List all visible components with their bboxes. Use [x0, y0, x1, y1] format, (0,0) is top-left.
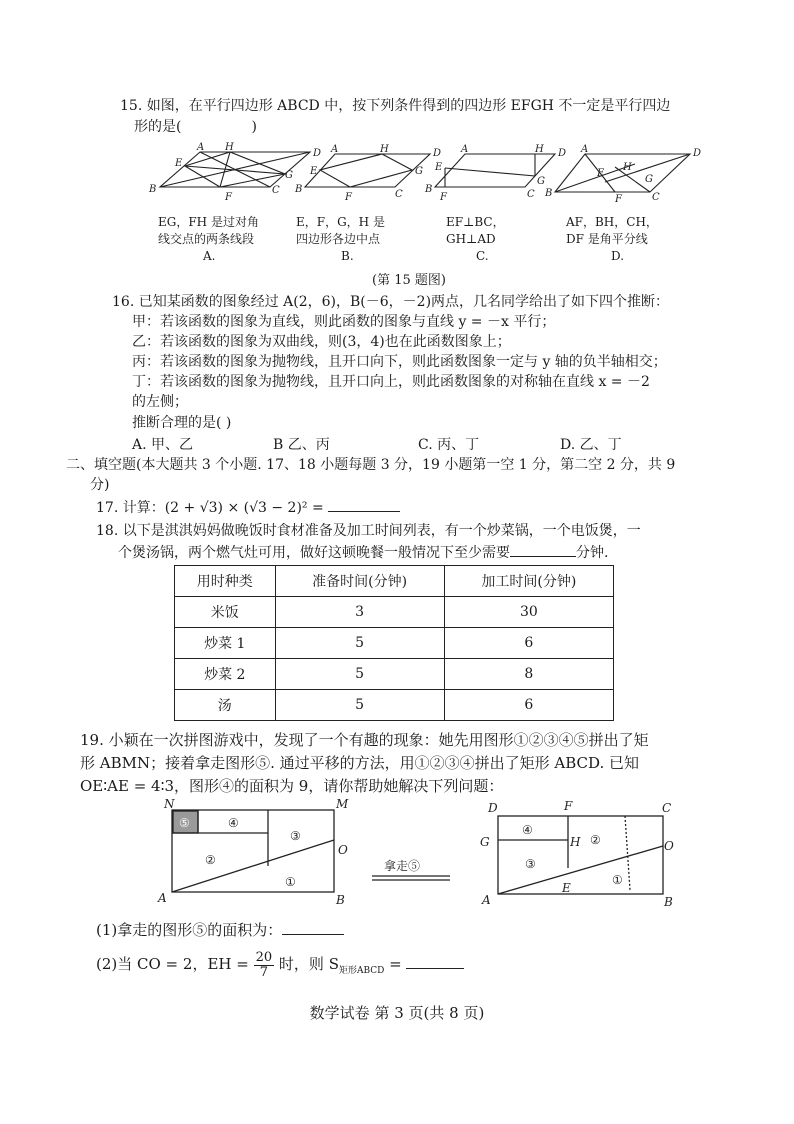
q18-cell: 汤 — [175, 690, 276, 721]
svg-text:D: D — [433, 148, 442, 159]
q15-option-c-line2: GH⊥AD — [446, 232, 496, 246]
q19-sub2 — [96, 950, 464, 985]
q18-line2b: 分钟. — [576, 545, 609, 561]
page-footer: 数学试卷 第 3 页(共 8 页) — [309, 1004, 485, 1022]
q19-sub2-subscript: 矩形ABCD — [338, 966, 385, 976]
q17-answer-blank[interactable] — [328, 499, 400, 512]
svg-text:F: F — [615, 194, 622, 205]
q15-figure-d — [555, 154, 690, 192]
q18-line1: 18. 以下是淇淇妈妈做晚饭时食材准备及加工时间列表，有一个炒菜锅，一个电饭煲，一 — [96, 523, 641, 539]
svg-text:②: ② — [205, 853, 216, 867]
q15-option-a — [158, 214, 259, 265]
svg-text:A: A — [331, 144, 339, 155]
q18-header-prep: 准备时间(分钟) — [275, 566, 444, 597]
svg-text:G: G — [537, 176, 545, 187]
q19-sub1 — [96, 921, 344, 939]
svg-text:B: B — [336, 893, 345, 907]
svg-text:G: G — [415, 166, 423, 177]
q18-cell: 5 — [275, 690, 444, 721]
q15-option-b — [296, 214, 385, 265]
svg-text:⑤: ⑤ — [179, 816, 190, 830]
table-row — [175, 597, 614, 628]
q19-fraction-denominator: 7 — [259, 964, 268, 980]
q15-option-d-line1: AF，BH，CH， — [566, 215, 658, 229]
svg-text:③: ③ — [290, 829, 301, 843]
svg-text:D: D — [488, 801, 498, 815]
q18-table-header — [175, 566, 614, 597]
q18-cell: 8 — [444, 659, 613, 690]
svg-text:A: A — [197, 142, 205, 153]
q17-text: 17. 计算：(2 + √3) × (√3 − 2)² = — [96, 500, 324, 516]
svg-text:D: D — [558, 148, 567, 159]
q15-stem-close: ) — [251, 119, 257, 135]
q16-yi: 乙：若该函数的图象为双曲线，则(3，4)也在此函数图象上； — [132, 334, 511, 350]
q15-figures — [145, 142, 715, 212]
q18-cell: 30 — [444, 597, 613, 628]
q18-cell: 5 — [275, 628, 444, 659]
q19-sub2-b: 时，则 S — [278, 955, 339, 973]
q19-sub2-blank[interactable] — [406, 956, 464, 969]
table-row — [175, 690, 614, 721]
q19-figures — [150, 798, 690, 910]
q15-option-d — [566, 214, 658, 265]
svg-text:F: F — [440, 192, 447, 203]
q15-option-a-line2: 线交点的两条线段 — [158, 232, 255, 246]
svg-text:A: A — [158, 891, 167, 905]
svg-text:F: F — [564, 799, 573, 813]
svg-text:A: A — [461, 144, 469, 155]
svg-text:①: ① — [285, 875, 296, 889]
q18-line2 — [118, 544, 608, 562]
q19-sub2-a: (2)当 CO = 2，EH = — [96, 955, 249, 973]
q16-choice-b: B 乙、丙 — [273, 437, 330, 453]
svg-text:E: E — [435, 162, 443, 173]
svg-text:G: G — [285, 170, 293, 181]
svg-text:④: ④ — [522, 823, 533, 837]
svg-text:E: E — [310, 166, 318, 177]
q19-line1: 19. 小颖在一次拼图游戏中，发现了一个有趣的现象：她先用图形①②③④⑤拼出了矩 — [80, 731, 649, 749]
q18-table — [174, 565, 614, 721]
q15-option-b-letter: B. — [341, 249, 354, 263]
q18-cell: 米饭 — [175, 597, 276, 628]
svg-text:B: B — [664, 895, 673, 909]
svg-text:①: ① — [612, 873, 623, 887]
q15-option-c — [446, 214, 505, 265]
q16-choice-a: A. 甲、乙 — [132, 437, 194, 453]
q15-stem-line2 — [134, 118, 257, 136]
svg-text:D: D — [693, 148, 702, 159]
svg-text:E: E — [597, 168, 605, 179]
svg-text:M: M — [336, 798, 349, 811]
svg-text:H: H — [623, 162, 632, 173]
q19-sub1-blank[interactable] — [282, 922, 344, 935]
svg-text:②: ② — [590, 833, 601, 847]
svg-text:N: N — [164, 798, 175, 811]
q16-choice-d: D. 乙、丁 — [560, 437, 622, 453]
svg-text:H: H — [225, 142, 234, 153]
q15-option-b-line2: 四边形各边中点 — [296, 232, 381, 246]
q19-line3: OE∶AE = 4∶3，图形④的面积为 9，请你帮助她解决下列问题： — [80, 777, 504, 795]
q16-ding-line1: 丁：若该函数的图象为抛物线，且开口向上，则此函数图象的对称轴在直线 x = －2 — [132, 374, 650, 390]
svg-text:C: C — [527, 189, 535, 200]
svg-text:G: G — [480, 835, 490, 849]
svg-text:④: ④ — [228, 816, 239, 830]
q15-stem-line2-text: 形的是( — [134, 119, 182, 135]
q19-sub2-c: = — [384, 955, 402, 973]
svg-text:B: B — [149, 184, 157, 195]
q18-cell: 5 — [275, 659, 444, 690]
svg-text:E: E — [175, 158, 183, 169]
q16-bing: 丙：若该函数的图象为抛物线，且开口向下，则此函数图象一定与 y 轴的负半轴相交； — [132, 354, 667, 370]
svg-text:O: O — [664, 839, 674, 853]
svg-text:A: A — [581, 144, 589, 155]
q17-line — [96, 499, 400, 517]
section2-heading-line2: 分) — [90, 477, 110, 493]
svg-text:H: H — [535, 144, 544, 155]
q15-option-b-line1: E，F，G，H 是 — [296, 215, 385, 229]
q18-line2a: 个煲汤锅，两个燃气灶可用，做好这顿晚餐一般情况下至少需要 — [118, 545, 510, 561]
q16-ding-line2: 的左侧； — [132, 394, 188, 410]
svg-text:G: G — [645, 174, 653, 185]
q18-cell: 炒菜 2 — [175, 659, 276, 690]
svg-text:B: B — [425, 184, 433, 195]
q15-figure-caption: (第 15 题图) — [372, 273, 446, 288]
svg-text:C: C — [662, 801, 672, 815]
q19-fraction-numerator: 20 — [255, 949, 273, 965]
q15-option-a-line1: EG，FH 是过对角 — [158, 215, 259, 229]
svg-text:B: B — [295, 184, 303, 195]
q18-cell: 6 — [444, 690, 613, 721]
q19-left-figure — [172, 810, 334, 892]
q15-option-c-line1: EF⊥BC， — [446, 215, 505, 229]
q15-option-a-letter: A. — [203, 249, 216, 263]
svg-text:E: E — [562, 881, 571, 895]
q15-option-d-line2: DF 是角平分线 — [566, 232, 648, 246]
q15-stem-line1: 15. 如图，在平行四边形 ABCD 中，按下列条件得到的四边形 EFGH 不一定是平行四边 — [120, 98, 671, 114]
table-row — [175, 628, 614, 659]
svg-text:C: C — [652, 192, 660, 203]
svg-text:③: ③ — [525, 857, 536, 871]
q18-cell: 3 — [275, 597, 444, 628]
q19-sub1-text: (1)拿走的图形⑤的面积为： — [96, 921, 283, 939]
svg-text:A: A — [482, 893, 491, 907]
q19-arrow-label: 拿走⑤ — [384, 859, 421, 873]
q16-ask: 推断合理的是( ) — [132, 415, 232, 431]
q18-cell: 炒菜 1 — [175, 628, 276, 659]
svg-text:C: C — [272, 185, 280, 196]
table-row — [175, 659, 614, 690]
q15-option-c-letter: C. — [476, 249, 489, 263]
q16-jia: 甲：若该函数的图象为直线，则此函数的图象与直线 y = －x 平行； — [132, 314, 556, 330]
svg-text:C: C — [395, 189, 403, 200]
svg-text:D: D — [313, 148, 322, 159]
svg-text:H: H — [380, 144, 389, 155]
svg-text:H: H — [570, 835, 581, 849]
q16-choice-c: C. 丙、丁 — [418, 437, 480, 453]
svg-text:O: O — [338, 843, 348, 857]
q19-arrow — [372, 858, 450, 880]
section2-heading-line1: 二、填空题(本大题共 3 个小题. 17、18 小题每题 3 分，19 小题第一空 1 分，第二空 2 分，共 9 — [66, 457, 676, 473]
svg-text:B: B — [545, 188, 553, 199]
q15-vertex-labels — [148, 142, 701, 205]
q16-stem: 16. 已知某函数的图象经过 A(2，6)，B(－6，－2)两点，几名同学给出了如下四个推断： — [112, 294, 670, 310]
q19-line2: 形 ABMN；接着拿走图形⑤. 通过平移的方法，用①②③④拼出了矩形 ABCD. 已知 — [80, 754, 640, 772]
q15-option-d-letter: D. — [611, 249, 625, 263]
svg-text:F: F — [225, 192, 232, 203]
q18-header-cook: 加工时间(分钟) — [444, 566, 613, 597]
q15-figure-b — [305, 154, 430, 187]
q18-answer-blank[interactable] — [510, 544, 576, 557]
svg-text:F: F — [345, 192, 352, 203]
q18-cell: 6 — [444, 628, 613, 659]
q18-header-type: 用时种类 — [175, 566, 276, 597]
q19-fraction — [254, 951, 275, 980]
